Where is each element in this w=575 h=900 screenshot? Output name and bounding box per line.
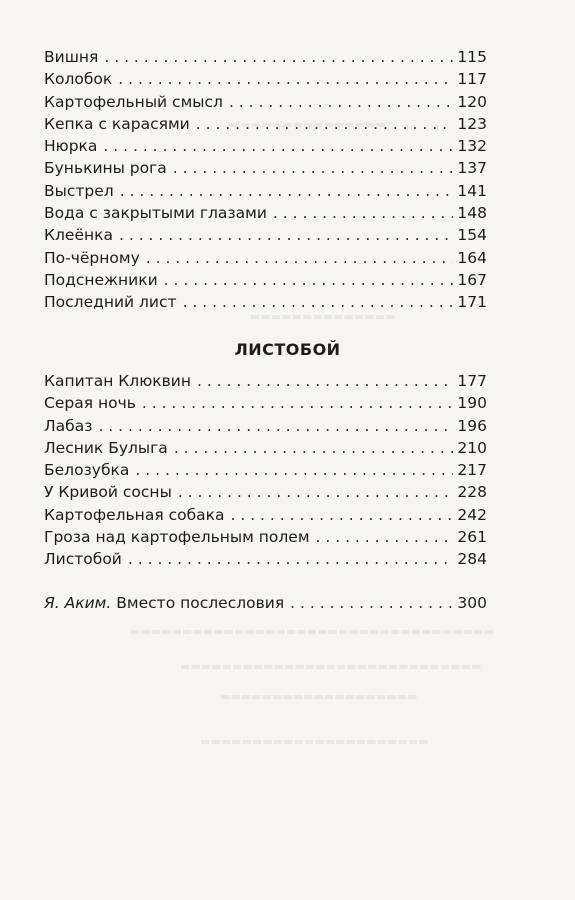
toc-entry-title: По-чёрному	[44, 248, 140, 267]
toc-entry-page: 217	[457, 461, 487, 480]
dot-leader	[290, 592, 453, 614]
toc-entry-page: 210	[457, 438, 487, 457]
bleed-through-text: ▬▬▬▬▬▬▬▬▬▬▬▬▬▬▬▬▬▬▬▬▬▬	[200, 735, 429, 748]
toc-entry	[44, 459, 487, 481]
toc-entry-page: 284	[457, 550, 487, 569]
section-heading: ЛИСТОБОЙ	[234, 340, 341, 359]
dot-leader	[229, 91, 453, 113]
toc-entry-title: Нюрка	[44, 137, 98, 156]
toc-entry-page: 261	[457, 528, 487, 547]
dot-leader	[120, 180, 454, 202]
bleed-through-text: ▬▬▬▬▬▬▬▬▬▬▬▬▬▬▬▬▬▬▬	[220, 690, 418, 703]
dot-leader	[119, 224, 453, 246]
toc-entry-page: 141	[457, 181, 487, 200]
dot-leader	[128, 548, 454, 570]
afterword-name: Вместо послесловия	[116, 594, 285, 612]
toc-entry	[44, 504, 487, 526]
toc-entry-page: 228	[457, 483, 487, 502]
dot-leader	[183, 291, 454, 313]
dot-leader	[174, 437, 454, 459]
toc-entry	[44, 46, 487, 68]
dot-leader	[178, 481, 454, 503]
toc-entry-title: Подснежники	[44, 270, 158, 289]
toc-entry-title: Лабаз	[44, 416, 93, 435]
toc-entry-page: 132	[457, 137, 487, 156]
dot-leader	[103, 135, 453, 157]
toc-entry-page: 171	[457, 293, 487, 312]
bleed-through-text: ▬▬▬▬▬▬▬▬▬▬▬▬▬▬	[250, 310, 396, 323]
dot-leader	[104, 46, 453, 68]
dot-leader	[164, 269, 454, 291]
dot-leader	[118, 68, 453, 90]
toc-entry-title: Лесник Булыга	[44, 438, 168, 457]
toc-entry-page: 117	[457, 70, 487, 89]
toc-entry-title: Капитан Клюквин	[44, 372, 191, 390]
toc-entry-page: 123	[457, 114, 487, 133]
dot-leader	[196, 113, 454, 135]
toc-entry-title: Вишня	[44, 48, 99, 66]
toc-entry-title: Бунькины рога	[44, 159, 167, 178]
toc-entry-page: 120	[457, 92, 487, 111]
afterword-author: Я. Аким.	[44, 594, 112, 612]
toc-entry-title: У Кривой сосны	[44, 483, 172, 502]
toc-list-part2	[44, 370, 487, 571]
toc-entry	[44, 113, 487, 135]
toc-entry-page: 154	[457, 226, 487, 245]
toc-entry	[44, 392, 487, 414]
toc-entry-page: 167	[457, 270, 487, 289]
toc-entry-page: 242	[457, 505, 487, 524]
toc-entry-title: Картофельный смысл	[44, 92, 223, 111]
toc-entry	[44, 592, 487, 614]
toc-entry	[44, 415, 487, 437]
toc-entry-title: Белозубка	[44, 461, 130, 480]
bleed-through-text: ▬▬▬▬▬▬▬▬▬▬▬▬▬▬▬▬▬▬▬▬▬▬▬▬▬▬▬▬▬	[180, 660, 482, 673]
toc-entry	[44, 526, 487, 548]
toc-entry	[44, 370, 487, 392]
dot-leader	[173, 157, 454, 179]
toc-entry	[44, 68, 487, 90]
dot-leader	[142, 392, 454, 414]
toc-entry-title: Колобок	[44, 70, 113, 89]
dot-leader	[316, 526, 454, 548]
toc-entry	[44, 224, 487, 246]
toc-entry-title: Клеёнка	[44, 226, 113, 245]
toc-entry-title: Последний лист	[44, 293, 177, 312]
toc-entry-page: 148	[457, 204, 487, 223]
toc-list-part1	[44, 46, 487, 314]
toc-entry	[44, 481, 487, 503]
toc-entry-title: Кепка с карасями	[44, 114, 190, 133]
toc-entry	[44, 548, 487, 570]
toc-entry-title: Вода с закрытыми глазами	[44, 204, 267, 223]
toc-entry-title: Картофельная собака	[44, 505, 225, 524]
toc-entry-page: 196	[457, 416, 487, 435]
bleed-through-text: ▬▬▬▬▬▬▬▬▬▬▬▬▬▬▬▬▬▬▬▬▬▬▬▬▬▬▬▬▬▬▬▬▬▬▬	[130, 625, 494, 638]
toc-entry-title: Серая ночь	[44, 394, 136, 413]
dot-leader	[135, 459, 453, 481]
toc-entry-title: Выстрел	[44, 181, 114, 200]
afterword-title	[44, 592, 284, 614]
toc-afterword	[44, 592, 487, 614]
toc-entry	[44, 180, 487, 202]
toc-entry	[44, 291, 487, 313]
toc-entry-page: 190	[457, 394, 487, 413]
toc-entry	[44, 157, 487, 179]
toc-entry-page: 115	[457, 48, 487, 66]
toc-entry-page: 137	[457, 159, 487, 178]
dot-leader	[146, 247, 454, 269]
toc-entry	[44, 135, 487, 157]
toc-entry-page: 177	[457, 372, 487, 390]
toc-entry	[44, 91, 487, 113]
toc-entry	[44, 202, 487, 224]
toc-entry-page: 164	[457, 248, 487, 267]
dot-leader	[197, 370, 453, 392]
dot-leader	[273, 202, 454, 224]
toc-entry-title: Гроза над картофельным полем	[44, 528, 310, 547]
toc-entry	[44, 247, 487, 269]
bleed-through-text: ▬▬▬▬▬▬▬▬▬▬▬▬▬▬▬	[230, 118, 386, 131]
toc-entry-page: 300	[457, 594, 487, 612]
toc-entry	[44, 269, 487, 291]
toc-entry-title: Листобой	[44, 550, 122, 569]
dot-leader	[231, 504, 454, 526]
dot-leader	[98, 415, 453, 437]
toc-entry	[44, 437, 487, 459]
